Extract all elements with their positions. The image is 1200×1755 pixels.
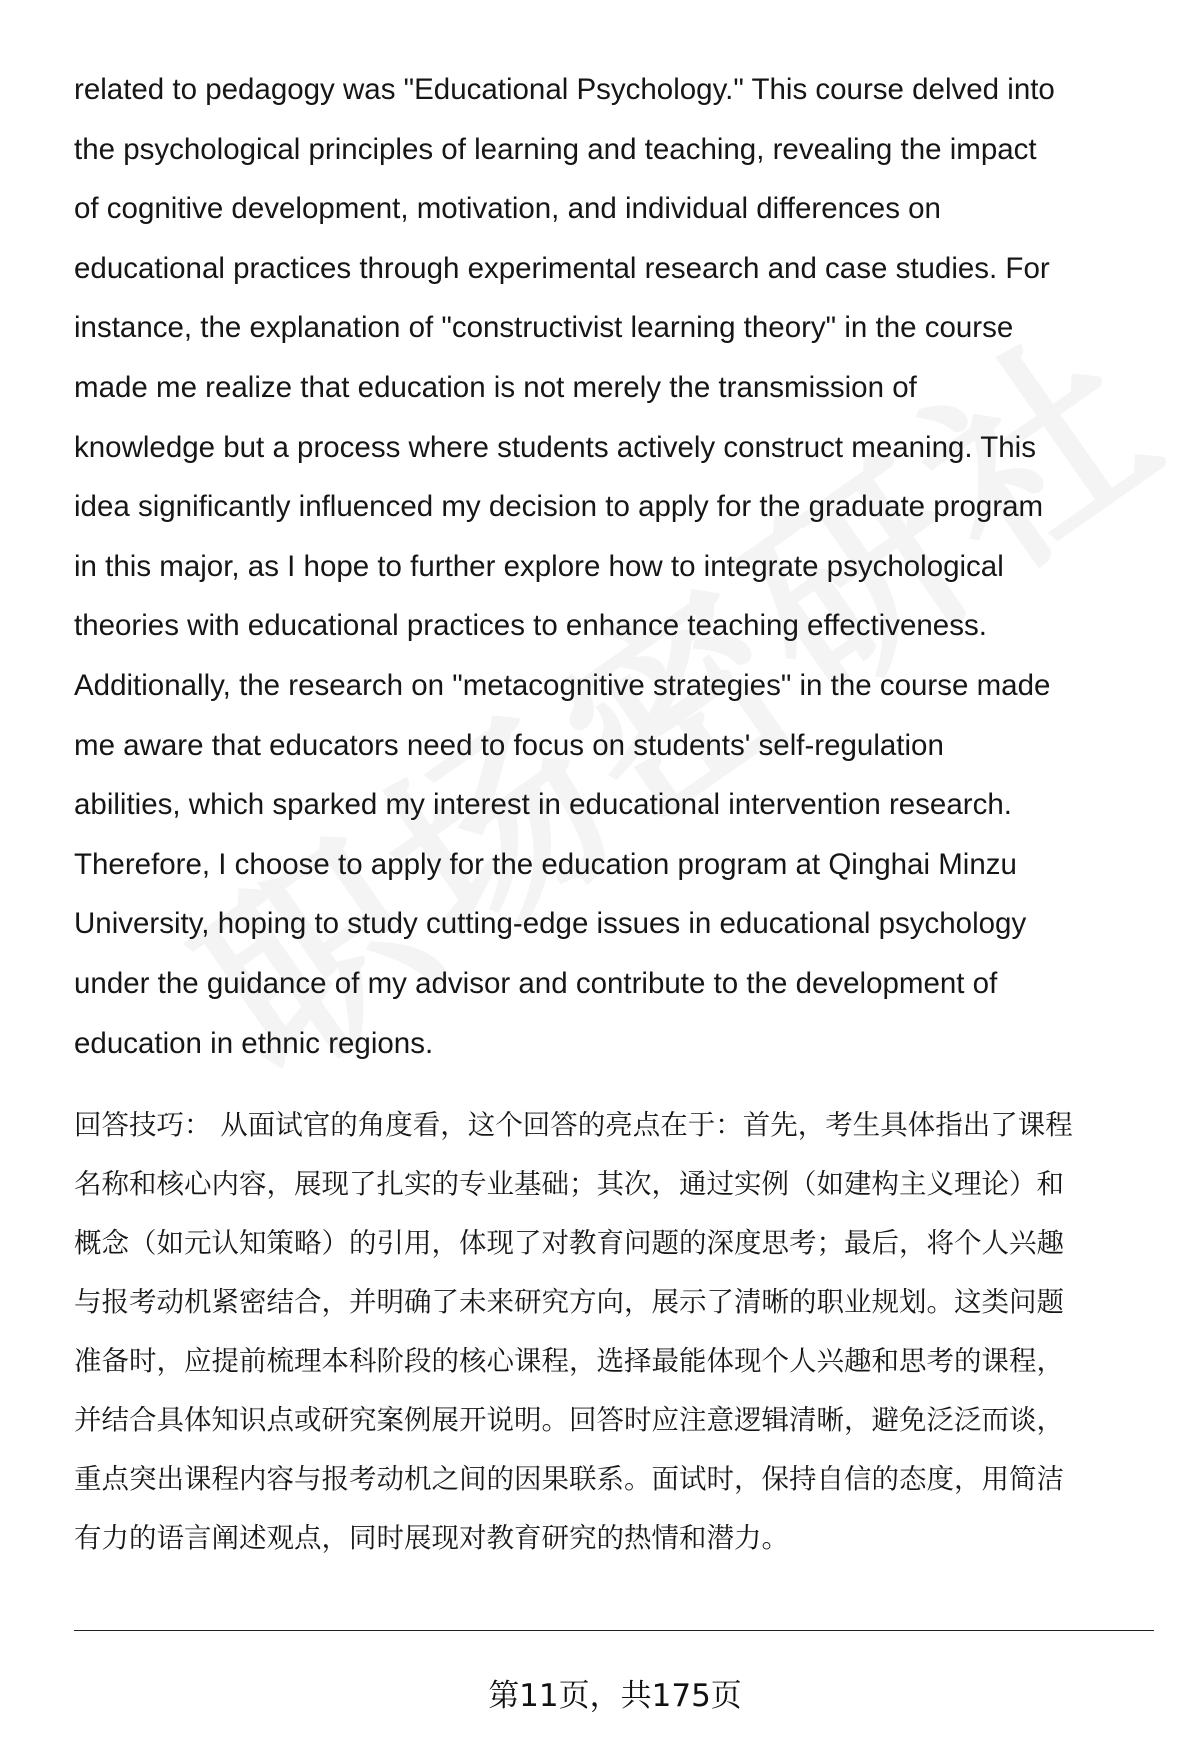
paragraph-line: instance, the explanation of "constructivist learning theory" in the course xyxy=(74,311,1014,345)
paragraph-line: knowledge but a process where students actively construct meaning. This xyxy=(74,430,1036,464)
paragraph-line: idea significantly influenced my decision to apply for the graduate program xyxy=(74,490,1044,524)
paragraph-line: of cognitive development, motivation, and individual differences on xyxy=(74,192,941,226)
tips-line: 并结合具体知识点或研究案例展开说明。回答时应注意逻辑清晰，避免泛泛而谈， xyxy=(74,1404,1064,1436)
page-number: 第11页，共175页 xyxy=(488,1678,742,1714)
paragraph-line: made me realize that education is not merely the transmission of xyxy=(74,370,917,404)
paragraph-line: educational practices through experimental research and case studies. For xyxy=(74,251,1050,285)
tips-line: 与报考动机紧密结合，并明确了未来研究方向，展示了清晰的职业规划。这类问题 xyxy=(74,1286,1064,1318)
paragraph-line: Additionally, the research on "metacognitive strategies" in the course made xyxy=(74,668,1051,702)
paragraph-line: under the guidance of my advisor and contribute to the development of xyxy=(74,966,998,1000)
paragraph-line: University, hoping to study cutting-edge issues in educational psychology xyxy=(74,907,1027,941)
tips-line: 准备时，应提前梳理本科阶段的核心课程，选择最能体现个人兴趣和思考的课程， xyxy=(74,1345,1064,1377)
tips-line: 重点突出课程内容与报考动机之间的因果联系。面试时，保持自信的态度，用简洁 xyxy=(74,1463,1064,1495)
tips-line: 概念（如元认知策略）的引用，体现了对教育问题的深度思考；最后，将个人兴趣 xyxy=(74,1227,1064,1259)
paragraph-line: me aware that educators need to focus on students' self-regulation xyxy=(74,728,944,762)
paragraph-line: related to pedagogy was "Educational Psychology." This course delved into xyxy=(74,73,1055,106)
tips-line: 名称和核心内容，展现了扎实的专业基础；其次，通过实例（如建构主义理论）和 xyxy=(74,1168,1064,1200)
footer-divider xyxy=(74,1630,1154,1631)
paragraph-line: the psychological principles of learning and teaching, revealing the impact xyxy=(74,132,1037,166)
paragraph-line: abilities, which sparked my interest in educational intervention research. xyxy=(74,788,1012,822)
tips-line: 有力的语言阐述观点，同时展现对教育研究的热情和潜力。 xyxy=(74,1522,789,1554)
tips-line: 回答技巧： 从面试官的角度看，这个回答的亮点在于：首先，考生具体指出了课程 xyxy=(74,1109,1073,1141)
main-paragraph xyxy=(74,60,1154,1073)
answer-tips-paragraph xyxy=(74,1096,1154,1568)
paragraph-line: education in ethnic regions. xyxy=(74,1026,434,1060)
paragraph-line: theories with educational practices to enhance teaching effectiveness. xyxy=(74,609,987,643)
paragraph-line: Therefore, I choose to apply for the education program at Qinghai Minzu xyxy=(74,847,1017,881)
paragraph-line: in this major, as I hope to further explore how to integrate psychological xyxy=(74,549,1004,583)
